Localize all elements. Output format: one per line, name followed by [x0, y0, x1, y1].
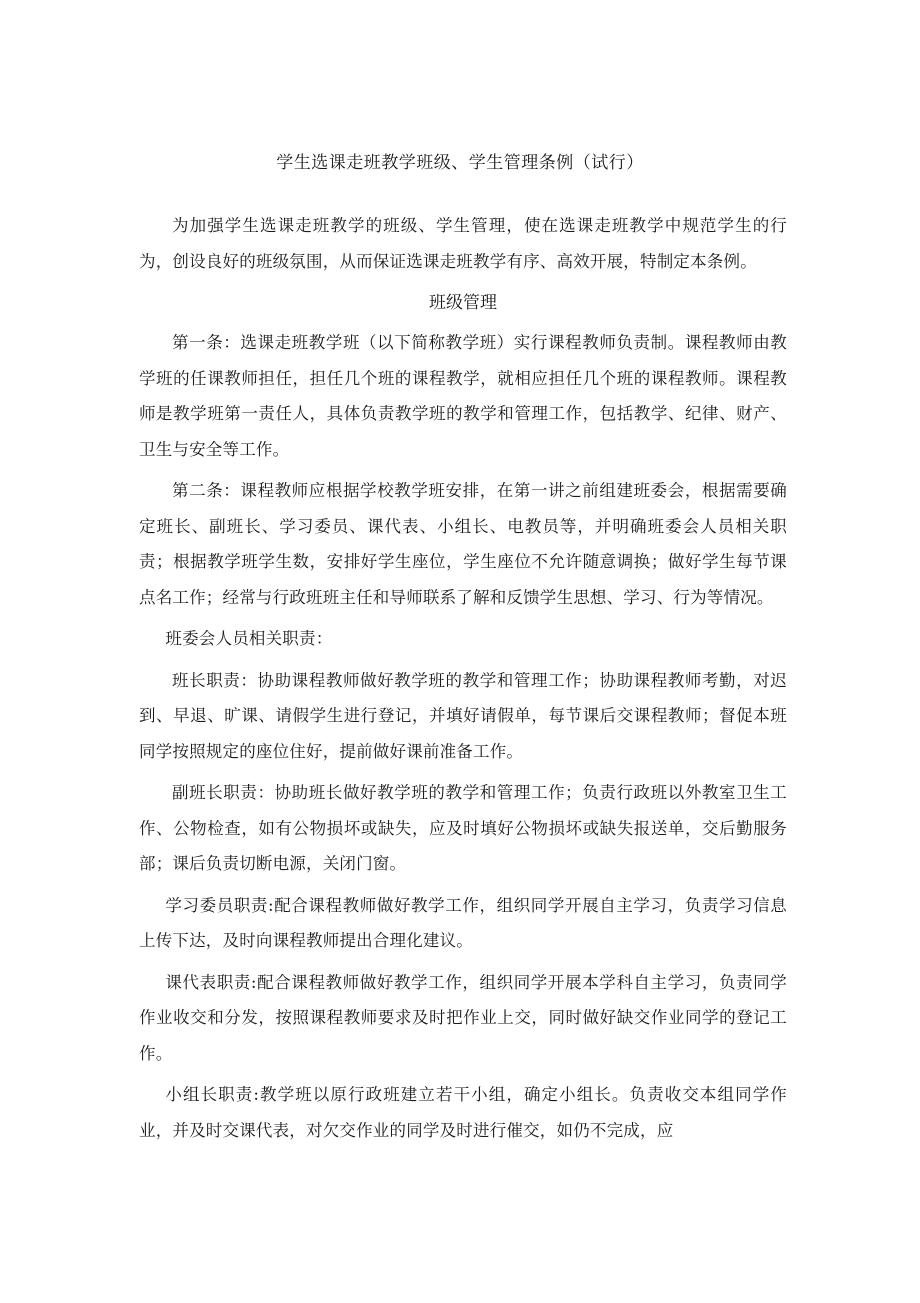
- article-1-paragraph: 第一条：选课走班教学班（以下简称教学班）实行课程教师负责制。课程教师由教学班的任课教师担任，担任几个班的课程教学，就相应担任几个班的课程教师。课程教师是教学班第一责任人，具体负责教学班的教学和管理工作，包括教学、纪律、财产、卫生与安全等工作。: [139, 333, 787, 459]
- committee-duties-heading: 班委会人员相关职责：: [165, 629, 333, 648]
- monitor-duties-paragraph: 班长职责：协助课程教师做好教学班的教学和管理工作；协助课程教师考勤，对迟到、早退、旷课、请假学生进行登记，并填好请假单，每节课后交课程教师；督促本班同学按照规定的座位住好，提前做好课前准备工作。: [139, 670, 787, 761]
- subject-rep-duties-paragraph: 课代表职责:配合课程教师做好教学工作，组织同学开展本学科自主学习，负责同学作业收交和分发，按照课程教师要求及时把作业上交，同时做好缺交作业同学的登记工作。: [139, 972, 787, 1063]
- document-title: 学生选课走班教学班级、学生管理条例（试行）: [276, 153, 644, 173]
- section-heading: 班级管理: [429, 293, 497, 313]
- vice-monitor-duties-paragraph: 副班长职责：协助班长做好教学班的教学和管理工作；负责行政班以外教室卫生工作、公物检查，如有公物损坏或缺失，应及时填好公物损坏或缺失报送单，交后勤服务部；课后负责切断电源，关闭门窗。: [139, 783, 787, 873]
- intro-paragraph: 为加强学生选课走班教学的班级、学生管理，使在选课走班教学中规范学生的行为，创设良好的班级氛围，从而保证选课走班教学有序、高效开展，特制定本条例。: [139, 216, 787, 271]
- group-leader-duties-paragraph: 小组长职责:教学班以原行政班建立若干小组，确定小组长。负责收交本组同学作业，并及时交课代表，对欠交作业的同学及时进行催交，如仍不完成，应: [139, 1085, 787, 1140]
- article-2-paragraph: 第二条：课程教师应根据学校教学班安排，在第一讲之前组建班委会，根据需要确定班长、副班长、学习委员、课代表、小组长、电教员等，并明确班委会人员相关职责；根据教学班学生数，安排好学生座位，学生座位不允许随意调换；做好学生每节课点名工作；经常与行政班班主任和导师联系了解和反馈学生思想、学习、行为等情况。: [139, 481, 787, 607]
- study-committee-duties-paragraph: 学习委员职责:配合课程教师做好教学工作，组织同学开展自主学习，负责学习信息上传下达，及时向课程教师提出合理化建议。: [139, 895, 787, 950]
- document-body: [139, 208, 787, 1148]
